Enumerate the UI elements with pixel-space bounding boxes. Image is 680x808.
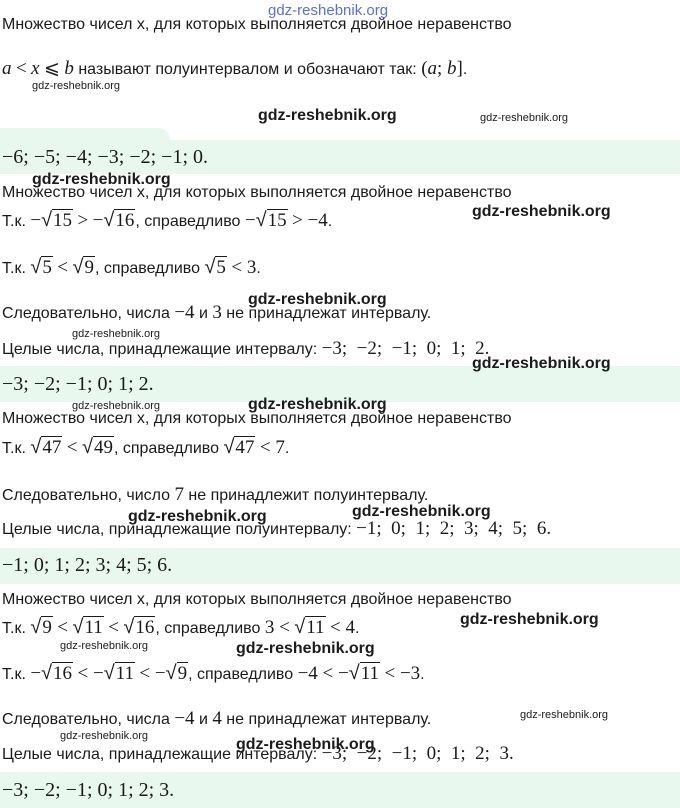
watermark: gdz-reshebnik.org (128, 508, 267, 525)
reasoning-line: Т.к. √9 < √11 < √16, справедливо 3 < √11 < 4. (2, 616, 360, 638)
reasoning-line: Т.к. √47 < √49, справедливо √47 < 7. (2, 436, 290, 458)
definition-line: a < x ⩽ b называют полуинтервалом и обозначают так: (a; b]. (2, 58, 468, 79)
watermark-top: gdz-reshebnik.org (268, 2, 389, 19)
answer-band-tab (0, 128, 170, 142)
watermark: gdz-reshebnik.org (472, 203, 611, 220)
text-line: Множество чисел x, для которых выполняется двойное неравенство (2, 184, 512, 201)
reasoning-line: Т.к. √5 < √9, справедливо √5 < 3. (2, 256, 261, 278)
watermark: gdz-reshebnik.org (472, 355, 611, 372)
conclusion-line: Следовательно, число 7 не принадлежит полуинтервалу. (2, 484, 429, 505)
conclusion-line: Следовательно, числа −4 и 3 не принадлежат интервалу. (2, 302, 432, 323)
watermark: gdz-reshebnik.org (248, 291, 387, 308)
watermark: gdz-reshebnik.org (236, 640, 375, 657)
watermark: gdz-reshebnik.org (60, 730, 149, 742)
integers-line: Целые числа, принадлежащие интервалу: −3; −2; −1; 0; 1; 2. (2, 338, 490, 359)
watermark: gdz-reshebnik.org (236, 736, 375, 753)
watermark: gdz-reshebnik.org (258, 107, 397, 124)
watermark: gdz-reshebnik.org (32, 80, 121, 92)
watermark: gdz-reshebnik.org (480, 112, 569, 124)
watermark: gdz-reshebnik.org (72, 328, 161, 340)
watermark: gdz-reshebnik.org (460, 611, 599, 628)
text-line: Множество чисел x, для которых выполняется двойное неравенство (2, 591, 512, 608)
answer-3: −1; 0; 1; 2; 3; 4; 5; 6. (2, 554, 173, 576)
integers-line: Целые числа, принадлежащие интервалу: −3; −2; −1; 0; 1; 2; 3. (2, 743, 514, 764)
conclusion-line: Следовательно, числа −4 и 4 не принадлежат интервалу. (2, 708, 432, 729)
text-line: Множество чисел x, для которых выполняется двойное неравенство (2, 410, 512, 427)
watermark: gdz-reshebnik.org (520, 709, 609, 721)
reasoning-line: Т.к. −√15 > −√16, справедливо −√15 > −4. (2, 209, 333, 231)
watermark: gdz-reshebnik.org (248, 396, 387, 413)
watermark: gdz-reshebnik.org (352, 503, 491, 520)
answer-1: −6; −5; −4; −3; −2; −1; 0. (2, 146, 209, 168)
answer-2: −3; −2; −1; 0; 1; 2. (2, 373, 154, 395)
answer-4: −3; −2; −1; 0; 1; 2; 3. (2, 779, 175, 801)
watermark: gdz-reshebnik.org (72, 400, 161, 412)
watermark: gdz-reshebnik.org (60, 640, 149, 652)
watermark: gdz-reshebnik.org (32, 171, 171, 188)
reasoning-line: Т.к. −√16 < −√11 < −√9, справедливо −4 < −√11 < −3. (2, 662, 425, 684)
integers-line: Целые числа, принадлежащие полуинтервалу: −1; 0; 1; 2; 3; 4; 5; 6. (2, 518, 552, 539)
text-line: Множество чисел x, для которых выполняется двойное неравенство (2, 16, 512, 33)
